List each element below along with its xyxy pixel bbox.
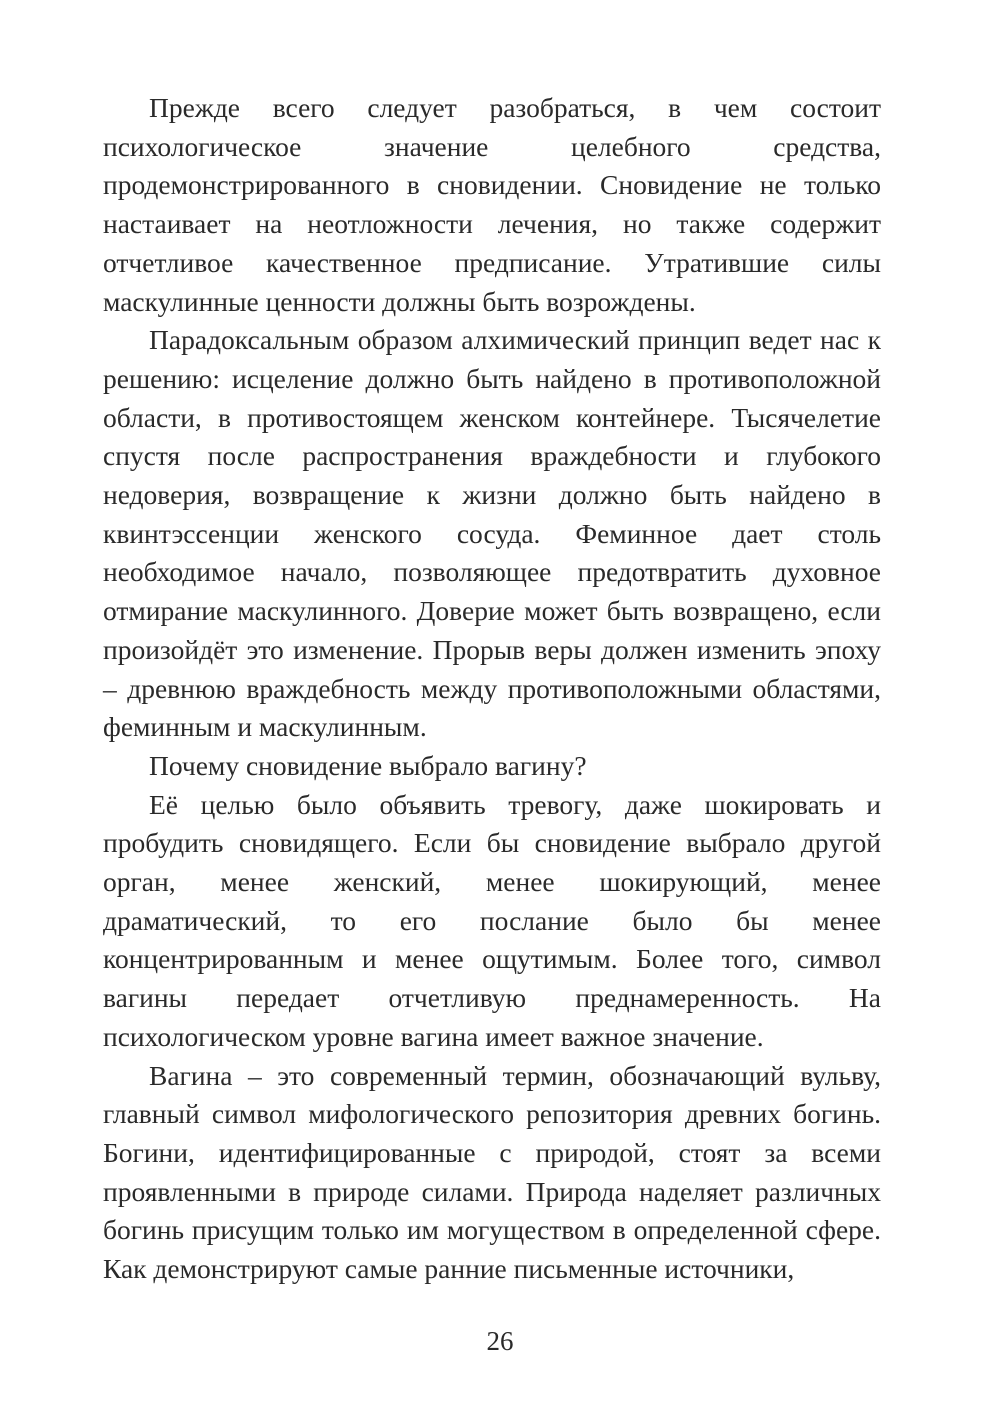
page-number: 26 [486,1326,514,1356]
body-text [103,89,881,1289]
paragraph-3: Почему сновидение выбрало вагину? [149,749,587,781]
paragraph-1: Прежде всего следует разобраться, в чем состоит психологическое значение целебного средства, продемонстрированного в сновидении. Сновидение не только настаивает на неотложности лечения, но также содержит отчетливое качественное предписание. Утратившие силы маскулинные ценности должны быть возрождены. [103,92,881,317]
paragraph-2: Парадоксальным образом алхимический принцип ведет нас к решению: исцеление должно быть найдено в противоположной области, в противостоящем женском контейнере. Тысячелетие спустя после распространения враждебности и глубокого недоверия, возвращение к жизни должно быть найдено в квинтэссенции женского сосуда. Феминное дает столь необходимое начало, позволяющее предотвратить духовное отмирание маскулинного. Доверие может быть возвращено, если произойдёт это изменение. Прорыв веры должен изменить эпоху – древнюю враждебность между противоположными областями, феминным и маскулинным. [103,324,881,743]
paragraph-5: Вагина – это современный термин, обозначающий вульву, главный символ мифологического репозитория древних богинь. Богини, идентифицированные с природой, стоят за всеми проявленными в природе силами. Природа наделяет различных богинь присущим только им могуществом в определенной сфере. Как демонстрируют самые ранние письменные источники, [103,1059,881,1285]
paragraph-4: Её целью было объявить тревогу, даже шокировать и пробудить сновидящего. Если бы сновидение выбрало другой орган, менее женский, менее шокирующий, менее драматический, то его послание было бы менее концентрированным и менее ощутимым. Более того, символ вагины передает отчетливую преднамеренность. На психологическом уровне вагина имеет важное значение. [103,788,881,1052]
